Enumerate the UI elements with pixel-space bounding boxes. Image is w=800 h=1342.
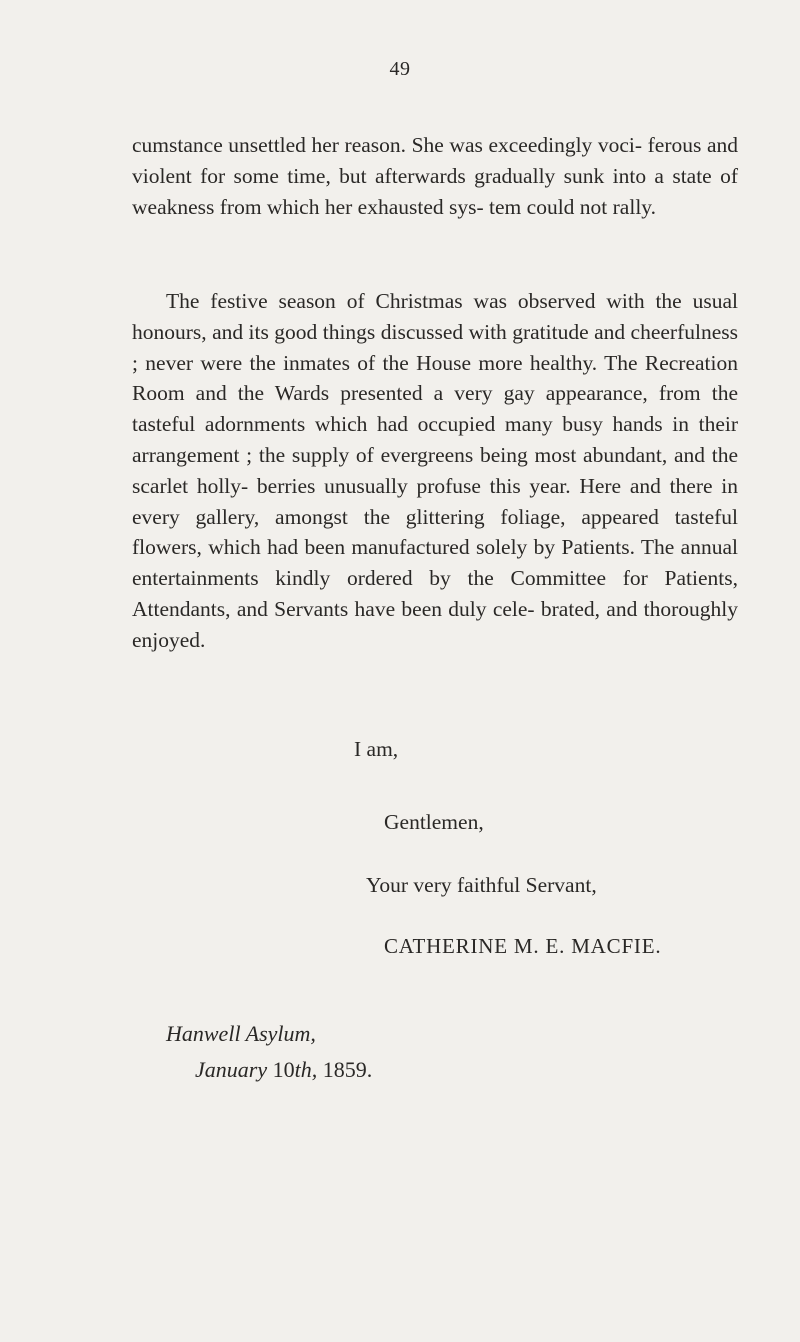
page-number: 49 <box>389 58 411 80</box>
paragraph-christmas: The festive season of Christmas was observed with the usual honours, and its good things discussed with gratitude and cheerfulness ; never were the inmates of the House more healthy. The Recreation Room and the Wards presented a very gay appearance, from the tasteful adornments which had occupied many busy hands in their arrangement ; the supply of evergreens being most abundant, and the scarlet holly- berries unusually profuse this year. Here and there in every gallery, amongst the glittering foliage, appeared tasteful flowers, which had been manufactured solely by Patients. The annual entertainments kindly ordered by the Committee for Patients, Attendants, and Servants have been duly cele- brated, and thoroughly enjoyed. <box>132 289 738 652</box>
date-year: 1859. <box>322 1057 373 1082</box>
place-line: Hanwell Asylum, <box>166 1021 316 1046</box>
date-suffix: th <box>294 1057 312 1082</box>
closing-i-am: I am, <box>354 737 399 761</box>
paragraph-continuation: cumstance unsettled her reason. She was exceedingly voci- ferous and violent for some time, but afterwards gradually sunk into a state of weakness from which her exhausted sys- tem could not rally. <box>132 133 738 219</box>
date-line: January 10th, 1859. <box>195 1057 373 1082</box>
date-day: 10 <box>272 1057 295 1082</box>
closing-servant: Your very faithful Servant, <box>366 873 597 897</box>
closing-salutation: Gentlemen, <box>384 810 484 834</box>
signature-name: CATHERINE M. E. MACFIE. <box>384 934 662 958</box>
date-month: January <box>195 1057 268 1082</box>
